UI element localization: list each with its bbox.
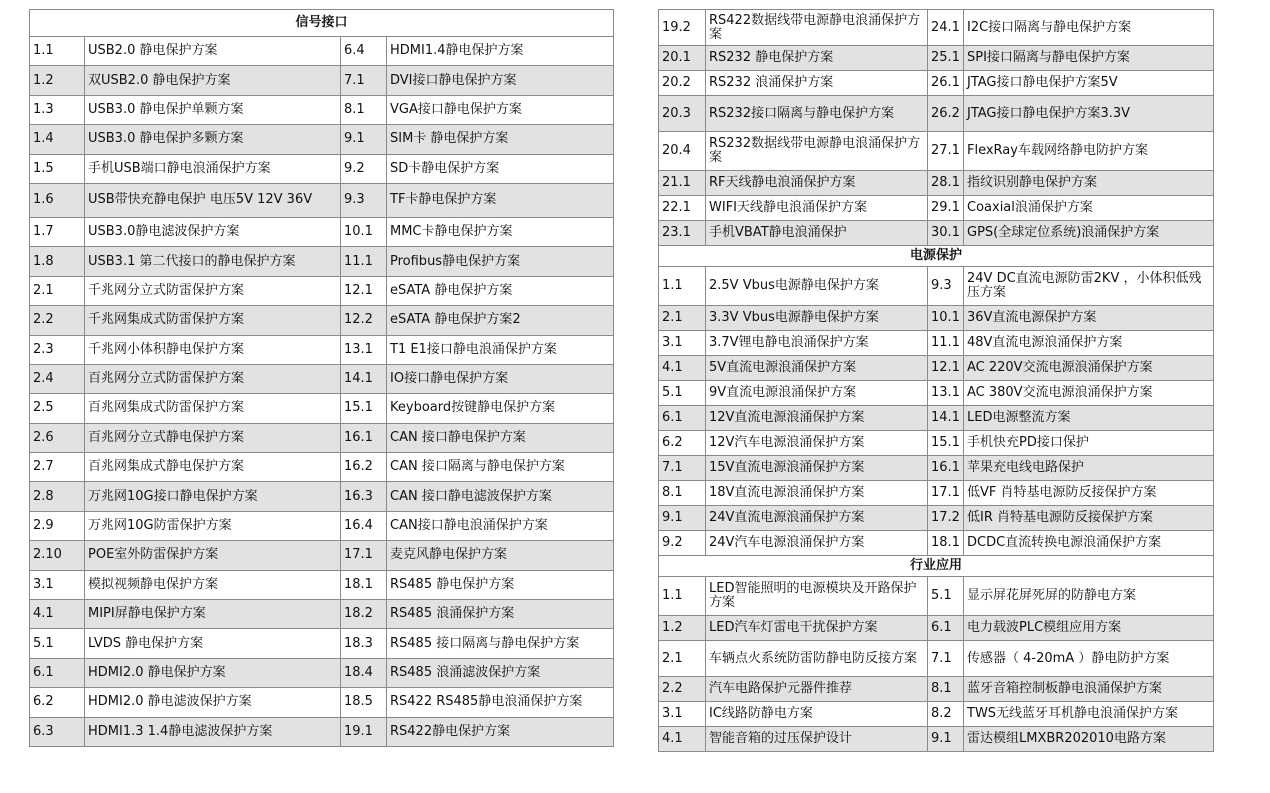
item-number: 1.5 — [30, 154, 85, 183]
table-row — [659, 71, 1214, 96]
item-number: 18.2 — [341, 600, 387, 629]
table-row — [659, 96, 1214, 132]
item-title: LED智能照明的电源模块及开路保护方案 — [706, 577, 928, 616]
item-number: 27.1 — [928, 132, 964, 171]
item-title: SPI接口隔离与静电保护方案 — [964, 46, 1214, 71]
item-number: 11.1 — [341, 247, 387, 276]
item-title: LVDS 静电保护方案 — [85, 629, 341, 658]
item-number: 9.1 — [659, 506, 706, 531]
table-row — [30, 276, 614, 305]
item-title: RS485 浪涌滤波保护方案 — [387, 658, 614, 687]
item-title: LED汽车灯雷电干扰保护方案 — [706, 616, 928, 641]
item-title: 百兆网集成式静电保护方案 — [85, 453, 341, 482]
item-number: 2.6 — [30, 423, 85, 452]
item-number: 9.2 — [659, 531, 706, 556]
item-title: CAN接口静电浪涌保护方案 — [387, 511, 614, 540]
item-title: USB3.1 第二代接口的静电保护方案 — [85, 247, 341, 276]
item-title: 百兆网集成式防雷保护方案 — [85, 394, 341, 423]
item-title: 智能音箱的过压保护设计 — [706, 727, 928, 752]
item-number: 2.9 — [30, 511, 85, 540]
item-title: WIFI天线静电浪涌保护方案 — [706, 196, 928, 221]
item-number: 2.1 — [30, 276, 85, 305]
item-number: 1.4 — [30, 125, 85, 154]
table-row — [30, 717, 614, 746]
item-number: 1.1 — [659, 577, 706, 616]
item-title: 万兆网10G防雷保护方案 — [85, 511, 341, 540]
item-number: 1.2 — [30, 66, 85, 95]
item-title: DCDC直流转换电源浪涌保护方案 — [964, 531, 1214, 556]
item-number: 1.1 — [30, 37, 85, 66]
item-number: 6.2 — [30, 688, 85, 717]
item-number: 20.4 — [659, 132, 706, 171]
item-number: 13.1 — [928, 381, 964, 406]
item-number: 4.1 — [659, 356, 706, 381]
item-title: RS232接口隔离与静电保护方案 — [706, 96, 928, 132]
item-title: RS232数据线带电源静电浪涌保护方案 — [706, 132, 928, 171]
item-title: 麦克风静电保护方案 — [387, 541, 614, 570]
item-number: 15.1 — [341, 394, 387, 423]
table-row — [659, 702, 1214, 727]
item-number: 2.3 — [30, 335, 85, 364]
item-title: IO接口静电保护方案 — [387, 364, 614, 393]
table-row — [30, 364, 614, 393]
item-number: 28.1 — [928, 171, 964, 196]
item-title: JTAG接口静电保护方案5V — [964, 71, 1214, 96]
table-row — [30, 183, 614, 217]
item-number: 13.1 — [341, 335, 387, 364]
item-number: 4.1 — [659, 727, 706, 752]
table-row — [659, 577, 1214, 616]
item-number: 18.5 — [341, 688, 387, 717]
item-title: 千兆网小体积静电保护方案 — [85, 335, 341, 364]
item-title: 模拟视频静电保护方案 — [85, 570, 341, 599]
table-row — [30, 154, 614, 183]
item-number: 14.1 — [341, 364, 387, 393]
table-row — [659, 677, 1214, 702]
item-number: 8.2 — [928, 702, 964, 727]
table-row — [659, 267, 1214, 306]
table-row — [30, 125, 614, 154]
item-title: RS232 浪涌保护方案 — [706, 71, 928, 96]
table-row — [659, 456, 1214, 481]
item-title: DVI接口静电保护方案 — [387, 66, 614, 95]
item-number: 9.3 — [928, 267, 964, 306]
item-number: 5.1 — [928, 577, 964, 616]
item-title: 车辆点火系统防雷防静电防反接方案 — [706, 641, 928, 677]
item-title: IC线路防静电方案 — [706, 702, 928, 727]
item-number: 1.3 — [30, 95, 85, 124]
item-title: 48V直流电源浪涌保护方案 — [964, 331, 1214, 356]
table-row — [30, 541, 614, 570]
item-title: RS422 RS485静电浪涌保护方案 — [387, 688, 614, 717]
item-title: RS485 静电保护方案 — [387, 570, 614, 599]
table-row — [659, 306, 1214, 331]
item-number: 11.1 — [928, 331, 964, 356]
item-title: eSATA 静电保护方案2 — [387, 306, 614, 335]
table-row — [30, 688, 614, 717]
item-number: 1.1 — [659, 267, 706, 306]
item-number: 20.3 — [659, 96, 706, 132]
item-number: 6.1 — [659, 406, 706, 431]
item-number: 16.3 — [341, 482, 387, 511]
table-row — [659, 481, 1214, 506]
item-title: 苹果充电线电路保护 — [964, 456, 1214, 481]
table-row — [659, 46, 1214, 71]
item-title: I2C接口隔离与静电保护方案 — [964, 10, 1214, 46]
item-title: 36V直流电源保护方案 — [964, 306, 1214, 331]
section-title-industry: 行业应用 — [659, 556, 1214, 577]
table-row — [659, 506, 1214, 531]
item-number: 2.4 — [30, 364, 85, 393]
item-title: Keyboard按键静电保护方案 — [387, 394, 614, 423]
table-row — [659, 331, 1214, 356]
item-number: 7.1 — [928, 641, 964, 677]
item-title: RF天线静电浪涌保护方案 — [706, 171, 928, 196]
item-number: 6.4 — [341, 37, 387, 66]
table-row — [659, 531, 1214, 556]
item-title: 指纹识别静电保护方案 — [964, 171, 1214, 196]
item-title: eSATA 静电保护方案 — [387, 276, 614, 305]
item-number: 8.1 — [341, 95, 387, 124]
item-number: 29.1 — [928, 196, 964, 221]
item-title: 千兆网集成式防雷保护方案 — [85, 306, 341, 335]
item-number: 1.8 — [30, 247, 85, 276]
table-row — [659, 10, 1214, 46]
item-number: 16.1 — [928, 456, 964, 481]
item-number: 20.1 — [659, 46, 706, 71]
table-row — [659, 727, 1214, 752]
item-title: 低VF 肖特基电源防反接保护方案 — [964, 481, 1214, 506]
item-title: AC 380V交流电源浪涌保护方案 — [964, 381, 1214, 406]
item-title: 百兆网分立式防雷保护方案 — [85, 364, 341, 393]
item-title: 手机USB端口静电浪涌保护方案 — [85, 154, 341, 183]
table-row — [30, 95, 614, 124]
item-number: 2.1 — [659, 641, 706, 677]
item-number: 17.2 — [928, 506, 964, 531]
item-title: USB3.0 静电保护多颗方案 — [85, 125, 341, 154]
item-title: 显示屏花屏死屏的防静电方案 — [964, 577, 1214, 616]
item-title: VGA接口静电保护方案 — [387, 95, 614, 124]
item-title: AC 220V交流电源浪涌保护方案 — [964, 356, 1214, 381]
item-number: 26.2 — [928, 96, 964, 132]
table-row — [30, 66, 614, 95]
item-title: Profibus静电保护方案 — [387, 247, 614, 276]
item-title: 24V直流电源浪涌保护方案 — [706, 506, 928, 531]
item-title: 手机快充PD接口保护 — [964, 431, 1214, 456]
item-title: SD卡静电保护方案 — [387, 154, 614, 183]
item-title: LED电源整流方案 — [964, 406, 1214, 431]
item-title: 24V汽车电源浪涌保护方案 — [706, 531, 928, 556]
item-number: 30.1 — [928, 221, 964, 246]
item-title: TWS无线蓝牙耳机静电浪涌保护方案 — [964, 702, 1214, 727]
item-number: 19.1 — [341, 717, 387, 746]
item-title: 3.3V Vbus电源静电保护方案 — [706, 306, 928, 331]
item-number: 20.2 — [659, 71, 706, 96]
table-row — [30, 453, 614, 482]
item-title: FlexRay车载网络静电防护方案 — [964, 132, 1214, 171]
item-number: 2.1 — [659, 306, 706, 331]
table-row — [30, 600, 614, 629]
item-title: 电力载波PLC模组应用方案 — [964, 616, 1214, 641]
item-number: 15.1 — [928, 431, 964, 456]
item-title: 万兆网10G接口静电保护方案 — [85, 482, 341, 511]
item-title: MIPI屏静电保护方案 — [85, 600, 341, 629]
table-row — [659, 641, 1214, 677]
item-number: 9.2 — [341, 154, 387, 183]
item-number: 12.2 — [341, 306, 387, 335]
item-title: 12V汽车电源浪涌保护方案 — [706, 431, 928, 456]
item-title: 手机VBAT静电浪涌保护 — [706, 221, 928, 246]
table-row — [30, 423, 614, 452]
item-number: 17.1 — [341, 541, 387, 570]
item-title: 汽车电路保护元器件推荐 — [706, 677, 928, 702]
item-number: 7.1 — [659, 456, 706, 481]
item-title: CAN 接口隔离与静电保护方案 — [387, 453, 614, 482]
table-row — [659, 196, 1214, 221]
item-number: 25.1 — [928, 46, 964, 71]
item-title: RS422数据线带电源静电浪涌保护方案 — [706, 10, 928, 46]
item-number: 2.5 — [30, 394, 85, 423]
item-title: TF卡静电保护方案 — [387, 183, 614, 217]
item-number: 12.1 — [341, 276, 387, 305]
item-number: 19.2 — [659, 10, 706, 46]
item-title: RS485 浪涌保护方案 — [387, 600, 614, 629]
item-title: 12V直流电源浪涌保护方案 — [706, 406, 928, 431]
item-number: 22.1 — [659, 196, 706, 221]
item-number: 8.1 — [928, 677, 964, 702]
item-title: Coaxial浪涌保护方案 — [964, 196, 1214, 221]
item-title: CAN 接口静电滤波保护方案 — [387, 482, 614, 511]
item-title: 雷达模组LMXBR202010电路方案 — [964, 727, 1214, 752]
item-title: 蓝牙音箱控制板静电浪涌保护方案 — [964, 677, 1214, 702]
item-title: SIM卡 静电保护方案 — [387, 125, 614, 154]
item-title: 3.7V锂电静电浪涌保护方案 — [706, 331, 928, 356]
item-title: T1 E1接口静电浪涌保护方案 — [387, 335, 614, 364]
item-number: 18.1 — [928, 531, 964, 556]
item-title: 百兆网分立式静电保护方案 — [85, 423, 341, 452]
item-number: 3.1 — [659, 702, 706, 727]
table-row — [659, 132, 1214, 171]
item-number: 1.2 — [659, 616, 706, 641]
table-row — [30, 335, 614, 364]
section-title-power: 电源保护 — [659, 246, 1214, 267]
item-title: 24V DC直流电源防雷2KV ，小体积低残压方案 — [964, 267, 1214, 306]
item-title: GPS(全球定位系统)浪涌保护方案 — [964, 221, 1214, 246]
item-number: 26.1 — [928, 71, 964, 96]
item-title: RS485 接口隔离与静电保护方案 — [387, 629, 614, 658]
item-number: 1.7 — [30, 217, 85, 246]
item-number: 10.1 — [928, 306, 964, 331]
table-row — [30, 658, 614, 687]
table-row — [659, 616, 1214, 641]
item-title: USB3.0静电滤波保护方案 — [85, 217, 341, 246]
item-title: POE室外防雷保护方案 — [85, 541, 341, 570]
signal-interface-table — [29, 9, 614, 747]
table-row — [30, 511, 614, 540]
item-title: HDMI2.0 静电保护方案 — [85, 658, 341, 687]
table-row — [659, 431, 1214, 456]
item-number: 5.1 — [659, 381, 706, 406]
item-number: 5.1 — [30, 629, 85, 658]
item-number: 4.1 — [30, 600, 85, 629]
item-number: 7.1 — [341, 66, 387, 95]
item-number: 16.1 — [341, 423, 387, 452]
table-row — [30, 247, 614, 276]
item-title: 5V直流电源浪涌保护方案 — [706, 356, 928, 381]
table-row — [659, 171, 1214, 196]
item-number: 6.1 — [30, 658, 85, 687]
item-title: USB3.0 静电保护单颗方案 — [85, 95, 341, 124]
item-number: 12.1 — [928, 356, 964, 381]
table-row — [30, 306, 614, 335]
item-number: 8.1 — [659, 481, 706, 506]
item-number: 2.7 — [30, 453, 85, 482]
item-number: 18.4 — [341, 658, 387, 687]
item-title: CAN 接口静电保护方案 — [387, 423, 614, 452]
item-title: 传感器（ 4-20mA ）静电防护方案 — [964, 641, 1214, 677]
item-number: 9.1 — [928, 727, 964, 752]
table-row — [659, 381, 1214, 406]
item-number: 23.1 — [659, 221, 706, 246]
item-number: 17.1 — [928, 481, 964, 506]
item-title: 低IR 肖特基电源防反接保护方案 — [964, 506, 1214, 531]
item-title: JTAG接口静电保护方案3.3V — [964, 96, 1214, 132]
table-row — [30, 629, 614, 658]
item-title: HDMI2.0 静电滤波保护方案 — [85, 688, 341, 717]
item-number: 3.1 — [659, 331, 706, 356]
item-number: 10.1 — [341, 217, 387, 246]
table-row — [659, 356, 1214, 381]
item-title: USB2.0 静电保护方案 — [85, 37, 341, 66]
table-row — [30, 394, 614, 423]
solutions-table-right — [658, 9, 1214, 752]
item-title: 9V直流电源浪涌保护方案 — [706, 381, 928, 406]
item-title: RS422静电保护方案 — [387, 717, 614, 746]
item-title: RS232 静电保护方案 — [706, 46, 928, 71]
item-title: HDMI1.4静电保护方案 — [387, 37, 614, 66]
table-row — [659, 406, 1214, 431]
item-number: 6.1 — [928, 616, 964, 641]
item-title: 千兆网分立式防雷保护方案 — [85, 276, 341, 305]
item-number: 9.1 — [341, 125, 387, 154]
item-title: 18V直流电源浪涌保护方案 — [706, 481, 928, 506]
item-number: 3.1 — [30, 570, 85, 599]
table-row — [659, 221, 1214, 246]
item-number: 16.2 — [341, 453, 387, 482]
item-number: 16.4 — [341, 511, 387, 540]
item-number: 18.3 — [341, 629, 387, 658]
item-title: 2.5V Vbus电源静电保护方案 — [706, 267, 928, 306]
item-number: 2.10 — [30, 541, 85, 570]
item-number: 2.2 — [659, 677, 706, 702]
table-row — [30, 570, 614, 599]
section-title-signal: 信号接口 — [30, 10, 614, 37]
item-number: 24.1 — [928, 10, 964, 46]
item-number: 6.3 — [30, 717, 85, 746]
item-number: 21.1 — [659, 171, 706, 196]
item-number: 14.1 — [928, 406, 964, 431]
item-number: 1.6 — [30, 183, 85, 217]
item-number: 2.8 — [30, 482, 85, 511]
item-title: USB带快充静电保护 电压5V 12V 36V — [85, 183, 341, 217]
table-row — [30, 482, 614, 511]
item-title: 15V直流电源浪涌保护方案 — [706, 456, 928, 481]
item-number: 2.2 — [30, 306, 85, 335]
item-number: 18.1 — [341, 570, 387, 599]
item-number: 6.2 — [659, 431, 706, 456]
table-row — [30, 217, 614, 246]
item-title: HDMI1.3 1.4静电滤波保护方案 — [85, 717, 341, 746]
table-row — [30, 37, 614, 66]
item-title: 双USB2.0 静电保护方案 — [85, 66, 341, 95]
item-title: MMC卡静电保护方案 — [387, 217, 614, 246]
item-number: 9.3 — [341, 183, 387, 217]
